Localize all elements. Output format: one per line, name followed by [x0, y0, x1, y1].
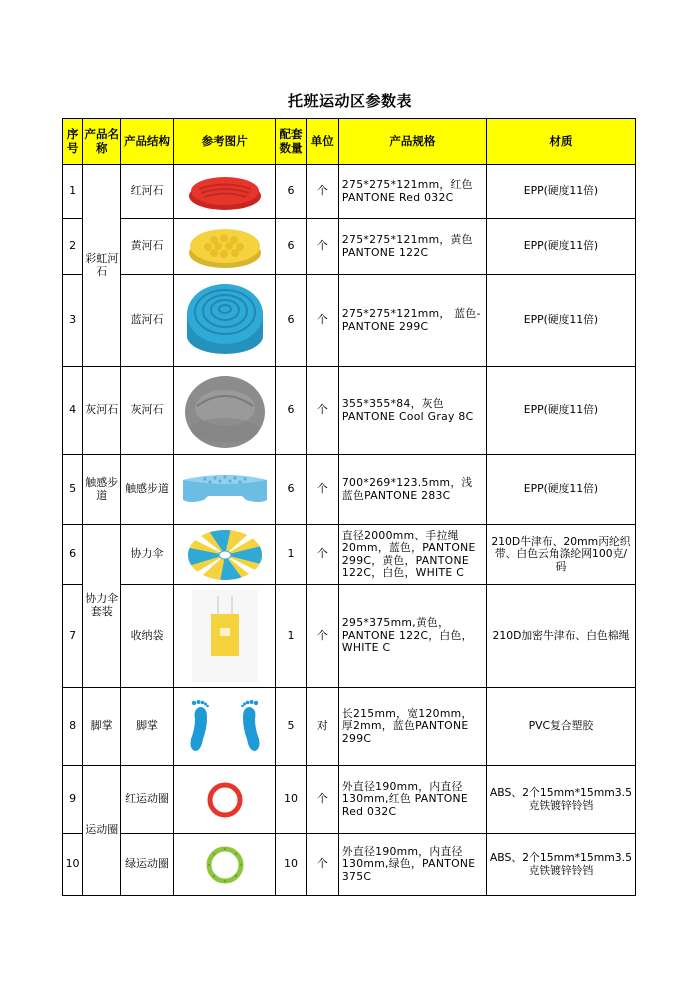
row-material: EPP(硬度11倍): [486, 219, 635, 275]
row-spec: 275*275*121mm，黄色PANTONE 122C: [338, 219, 486, 275]
table-row: [63, 834, 636, 896]
row-unit: 个: [306, 834, 338, 896]
row-no: 8: [63, 688, 83, 766]
row-part: 触感步道: [121, 455, 173, 525]
header-qty: 配套数量: [276, 119, 306, 165]
header-picture: 参考图片: [173, 119, 276, 165]
grey-river-stone-icon: [173, 367, 276, 455]
row-qty: 6: [276, 165, 306, 219]
table-row: [63, 688, 636, 766]
row-qty: 6: [276, 275, 306, 367]
row-unit: 个: [306, 275, 338, 367]
row-unit: 个: [306, 585, 338, 688]
row-material: ABS、2个15mm*15mm3.5克铁镀锌铃铛: [486, 834, 635, 896]
row-part: 蓝河石: [121, 275, 173, 367]
table-row: [63, 275, 636, 367]
tactile-path-icon: [173, 455, 276, 525]
row-spec: 外直径190mm，内直径130mm,红色 PANTONE Red 032C: [338, 766, 486, 834]
row-spec: 外直径190mm，内直径130mm,绿色，PANTONE 375C: [338, 834, 486, 896]
storage-bag-icon: [173, 585, 276, 688]
row-part: 绿运动圈: [121, 834, 173, 896]
header-seq: 序号: [63, 119, 83, 165]
footprints-icon: [173, 688, 276, 766]
header-material: 材质: [486, 119, 635, 165]
red-ring-icon: [173, 766, 276, 834]
row-no: 6: [63, 525, 83, 585]
red-river-stone-icon: [173, 165, 276, 219]
row-qty: 6: [276, 455, 306, 525]
row-material: PVC复合塑胶: [486, 688, 635, 766]
row-unit: 个: [306, 525, 338, 585]
row-qty: 6: [276, 219, 306, 275]
row-material: EPP(硬度11倍): [486, 367, 635, 455]
header-spec: 产品规格: [338, 119, 486, 165]
table-row: [63, 367, 636, 455]
row-no: 4: [63, 367, 83, 455]
yellow-river-stone-icon: [173, 219, 276, 275]
row-no: 1: [63, 165, 83, 219]
table-row: [63, 219, 636, 275]
table-row: [63, 525, 636, 585]
row-unit: 对: [306, 688, 338, 766]
group-name: 运动圈: [83, 766, 121, 896]
group-name: 触感步道: [83, 455, 121, 525]
row-material: EPP(硬度11倍): [486, 165, 635, 219]
row-qty: 1: [276, 585, 306, 688]
row-material: EPP(硬度11倍): [486, 275, 635, 367]
header-unit: 单位: [306, 119, 338, 165]
row-qty: 6: [276, 367, 306, 455]
group-name: 彩虹河石: [83, 165, 121, 367]
row-spec: 355*355*84，灰色PANTONE Cool Gray 8C: [338, 367, 486, 455]
group-name: 脚掌: [83, 688, 121, 766]
row-part: 红河石: [121, 165, 173, 219]
row-no: 5: [63, 455, 83, 525]
row-part: 脚掌: [121, 688, 173, 766]
row-material: 210D牛津布、20mm丙纶织带、白色云角涤纶网100克/码: [486, 525, 635, 585]
row-material: EPP(硬度11倍): [486, 455, 635, 525]
row-part: 收纳袋: [121, 585, 173, 688]
table-row: [63, 766, 636, 834]
row-part: 红运动圈: [121, 766, 173, 834]
table-row: [63, 585, 636, 688]
header-row: [63, 119, 636, 165]
row-part: 灰河石: [121, 367, 173, 455]
row-qty: 10: [276, 766, 306, 834]
row-no: 9: [63, 766, 83, 834]
row-unit: 个: [306, 766, 338, 834]
parachute-icon: [173, 525, 276, 585]
header-structure: 产品结构: [121, 119, 173, 165]
row-spec: 长215mm，宽120mm，厚2mm，蓝色PANTONE 299C: [338, 688, 486, 766]
row-spec: 275*275*121mm，红色PANTONE Red 032C: [338, 165, 486, 219]
row-part: 黄河石: [121, 219, 173, 275]
blue-river-stone-icon: [173, 275, 276, 367]
header-product-name: 产品名称: [83, 119, 121, 165]
row-qty: 5: [276, 688, 306, 766]
parameter-table: [62, 118, 636, 896]
row-spec: 295*375mm,黄色，PANTONE 122C，白色，WHITE C: [338, 585, 486, 688]
row-unit: 个: [306, 219, 338, 275]
row-no: 7: [63, 585, 83, 688]
group-name: 灰河石: [83, 367, 121, 455]
group-name: 协力伞套装: [83, 525, 121, 688]
row-unit: 个: [306, 165, 338, 219]
table-row: [63, 455, 636, 525]
row-part: 协力伞: [121, 525, 173, 585]
row-qty: 1: [276, 525, 306, 585]
row-material: 210D加密牛津布、白色棉绳: [486, 585, 635, 688]
row-spec: 700*269*123.5mm，浅蓝色PANTONE 283C: [338, 455, 486, 525]
row-qty: 10: [276, 834, 306, 896]
row-no: 2: [63, 219, 83, 275]
row-no: 10: [63, 834, 83, 896]
row-spec: 直径2000mm、手拉绳20mm，蓝色，PANTONE 299C，黄色，PANTONE 122C，白色，WHITE C: [341, 529, 476, 579]
row-material: ABS、2个15mm*15mm3.5克铁镀锌铃铛: [486, 766, 635, 834]
page-title: 托班运动区参数表: [287, 92, 412, 110]
table-row: [63, 165, 636, 219]
green-ring-icon: [173, 834, 276, 896]
row-unit: 个: [306, 367, 338, 455]
row-unit: 个: [306, 455, 338, 525]
row-no: 3: [63, 275, 83, 367]
row-spec: 275*275*121mm， 蓝色-PANTONE 299C: [338, 275, 486, 367]
